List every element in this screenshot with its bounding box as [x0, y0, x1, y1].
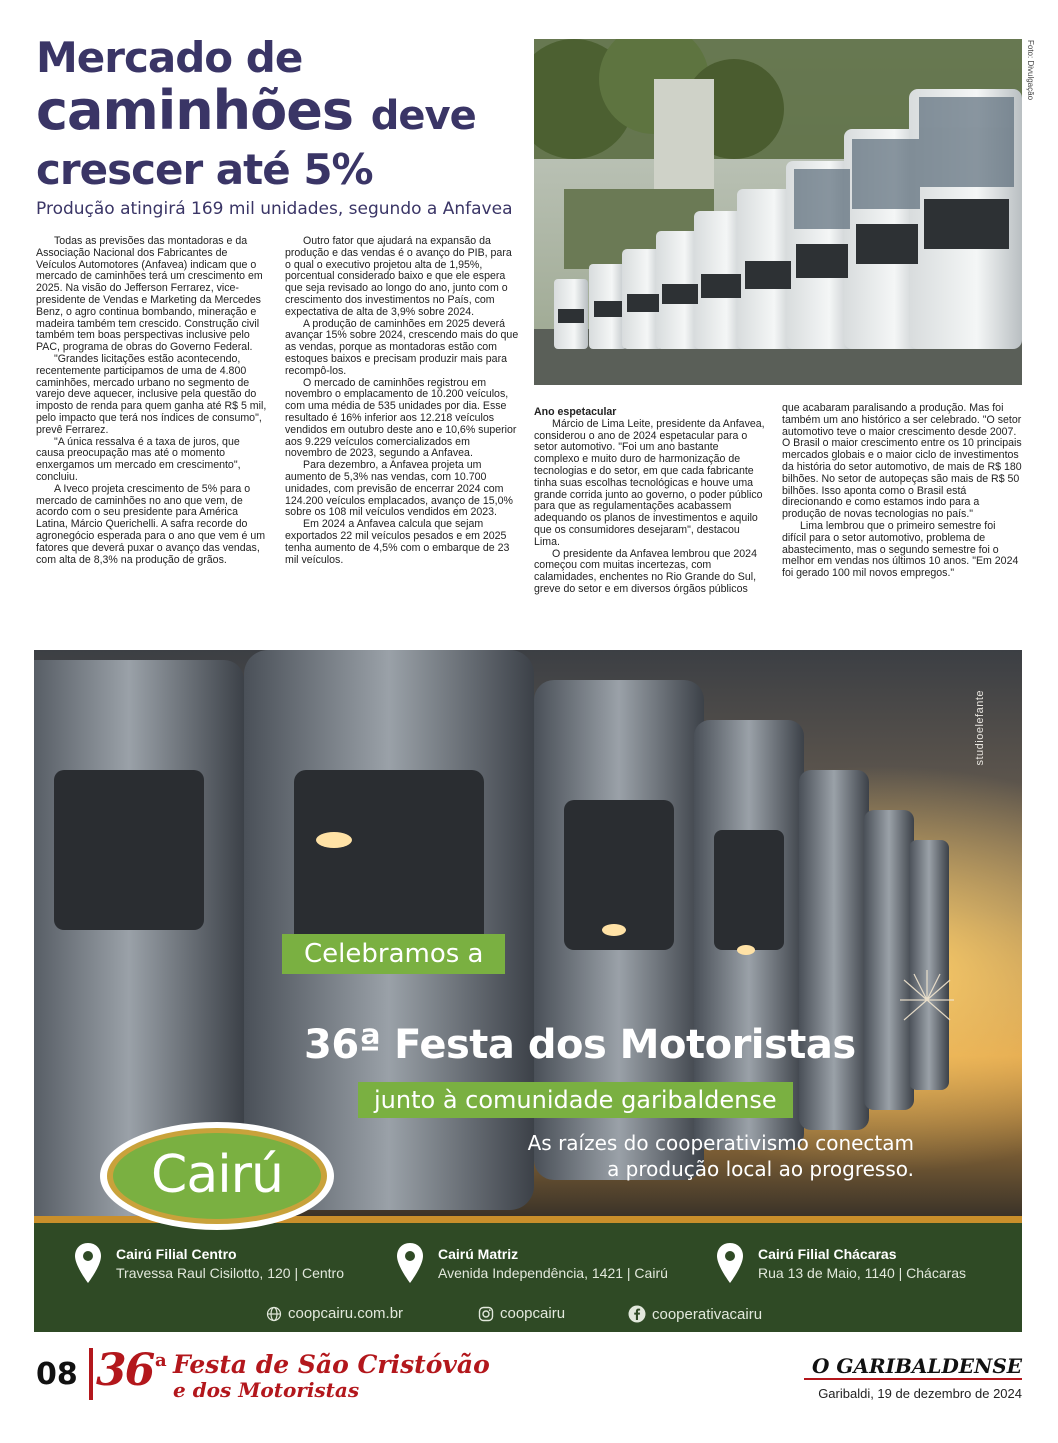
subtitle: Produção atingirá 169 mil unidades, segundo a Anfavea [36, 199, 513, 219]
headline-line-1: Mercado de [36, 33, 303, 82]
festival-name-line-1: Festa de São Cristóvão [173, 1350, 490, 1379]
paragraph: Lima lembrou que o primeiro semestre foi difícil para o setor automotivo, problema de abastecimento, mas o segundo semestre foi o melhor em vendas nos últimos 10 anos. "Em 2024 foi gerado 100 mil novos empregos." [782, 519, 1019, 580]
location-address: Rua 13 de Maio, 1140 | Chácaras [758, 1265, 967, 1281]
section-heading: Ano espetacular [534, 406, 617, 418]
paragraph: O presidente da Anfavea lembrou que 2024 começou com muitas incertezas, com calamidades, enchentes no Rio Grande do Sul, greve do setor e em diversos órgãos públicos [534, 547, 757, 595]
issue-date: Garibaldi, 19 de dezembro de 2024 [818, 1386, 1022, 1401]
headline [36, 34, 526, 195]
location-name: Cairú Filial Chácaras [758, 1246, 897, 1262]
globe-icon [266, 1306, 282, 1322]
trucks-photo [534, 39, 1022, 385]
paragraph: Outro fator que ajudará na expansão da produção e das vendas é o avanço do PIB, para o qual o executivo projetou alta de 1,95%, porcentual considerado baixo e que ele espera que seja revisado ao longo do ano, junto com o crescimento dos investimentos no País, com expectativa de alta de 3,9% sobre 2024. [285, 235, 512, 318]
cairu-logo [98, 1120, 336, 1232]
instagram-handle: coopcairu [500, 1305, 566, 1322]
footer-divider [89, 1348, 93, 1400]
location-filial-centro [116, 1245, 344, 1283]
paragraph-continued: que acabaram paralisando a produção. Mas foi também um ano histórico a ser celebrado. "O setor automotivo teve o maior crescimento desde 2007. O Brasil o maior crescimento entre os 10 principais mercados globais e o maior ciclo de investimentos da história do setor automotivo, de mais de R$ 180 bilhões. No setor de autopeças são mais de R$ 50 bilhões. Isso aponta como o Brasil está direcionando e como estamos indo para a produção de novas tecnologias no país." [782, 402, 1022, 521]
ad-slogan-line-2: a produção local ao progresso. [607, 1157, 914, 1181]
ad-slogan [394, 1130, 914, 1182]
paragraph: O mercado de caminhões registrou em novembro o emplacamento de 10.200 veículos, com uma média de 535 unidades por dia. Esse resultado é 16% inferior aos 12.218 veículos vendidos em outubro deste ano e 10,6% superior aos 9.229 veículos comercializados em novembro de 2023, segundo a Anfavea. [285, 376, 517, 460]
newspaper-name: O GARIBALDENSE [812, 1354, 1022, 1378]
paragraph: "Grandes licitações estão acontecendo, recentemente participamos de uma de 4.800 caminhões, mercado urbano no segmento de varejo deve aquecer, inclusive pela questão do imposto de renda para quem ganha até R$ 5 mil, pelo impacto que terá nos índices de consumo", prevê Ferrarez. [36, 352, 267, 436]
headline-line-2 [36, 79, 526, 145]
festival-name-line-2: e dos Motoristas [173, 1378, 360, 1402]
location-address: Avenida Independência, 1421 | Cairú [438, 1265, 668, 1281]
headline-small-word: deve [370, 93, 476, 139]
location-pin-icon [716, 1242, 744, 1284]
location-filial-chacaras [758, 1245, 966, 1283]
ad-contact-bar [34, 1216, 1022, 1332]
article-column-4 [782, 403, 1022, 580]
festival-ordinal: a [155, 1350, 167, 1371]
paragraph: "A única ressalva é a taxa de juros, que causa preocupação mas até o momento enxergamos um mercado em crescimento", concluiu. [36, 435, 241, 483]
paragraph: Em 2024 a Anfavea calcula que sejam exportados 22 mil veículos pesados e em 2025 tenha aumento de 4,5% com o embarque de 23 mil veículos. [285, 518, 510, 566]
ad-title: 36ª Festa dos Motoristas [304, 1022, 856, 1068]
page-number: 08 [36, 1357, 78, 1392]
article-column-1 [36, 236, 268, 566]
headline-big-word: caminhões [36, 79, 353, 142]
festival-number: 36 [96, 1345, 154, 1396]
instagram-icon [478, 1306, 494, 1322]
paragraph: Márcio de Lima Leite, presidente da Anfavea, considerou o ano de 2024 espetacular para o setor automotivo. "Foi um ano bastante complexo e muito duro de harmonização de tecnologias e do setor, em que cada fabricante tinha suas escolhas tecnológicas e houve uma grande corrida junto ao governo, o poder público para que as regulamentações acabassem adequando os planos de investimentos e aquilo que os consumidores desejaram", destacou Lima. [534, 417, 765, 548]
location-name: Cairú Matriz [438, 1246, 519, 1262]
ad-tagline-bottom: junto à comunidade garibaldense [358, 1082, 793, 1118]
location-pin-icon [396, 1242, 424, 1284]
newspaper-underline [804, 1378, 1022, 1380]
facebook-link[interactable] [628, 1305, 762, 1323]
website-text: coopcairu.com.br [288, 1305, 404, 1322]
headline-line-3: crescer até 5% [36, 145, 373, 194]
instagram-link[interactable] [478, 1305, 565, 1322]
location-matriz [438, 1245, 668, 1283]
website-link[interactable] [266, 1305, 403, 1322]
facebook-icon [628, 1305, 646, 1323]
paragraph: A Iveco projeta crescimento de 5% para o mercado de caminhões no ano que vem, de acordo com o seu presidente para América Latina, Márcio Querichelli. A safra recorde do agronegócio esperada para o ano que vem é um fatores que deverá puxar o avanço das vendas, com alta de 8,3% na produção de grãos. [36, 482, 266, 566]
paragraph: Todas as previsões das montadoras e da Associação Nacional dos Fabricantes de Veículos Automotores (Anfavea) indicam que o mercado de caminhões terá um crescimento em 2025. Na visão do Jefferson Ferrarez, vice-presidente de Vendas e Marketing da Mercedes Benz, o agro continua bombando, mineração e madeira também tem crescido. Construção civil também tem boas perspectivas inclusive pelo PAC, programa de obras do Governo Federal. [36, 235, 263, 354]
studio-credit: studioelefante [974, 690, 986, 766]
facebook-handle: cooperativacairu [652, 1305, 763, 1323]
ad-slogan-line-1: As raízes do cooperativismo conectam [527, 1131, 914, 1155]
photo-credit: Foto: Divulgação [1026, 40, 1035, 101]
location-name: Cairú Filial Centro [116, 1246, 237, 1262]
paragraph: Para dezembro, a Anfavea projeta um aumento de 5,3% nas vendas, com 10.700 unidades, com previsão de encerrar 2024 com 124.200 veículos emplacados, avanço de 15,0% sobre os 108 mil veículos vendidos em 2023. [285, 459, 513, 519]
trucks-photo-illustration [534, 39, 1022, 385]
paragraph: A produção de caminhões em 2025 deverá avançar 15% sobre 2024, crescendo mais do que as vendas, porque as montadoras estão com estoques baixos e precisam produzir mais para recompô-los. [285, 317, 519, 377]
article-column-3 [534, 407, 766, 596]
cairu-logo-text: Cairú [151, 1145, 283, 1205]
location-address: Travessa Raul Cisilotto, 120 | Centro [116, 1265, 344, 1281]
cairu-advertisement [34, 650, 1022, 1332]
location-pin-icon [74, 1242, 102, 1284]
ad-tagline-top: Celebramos a [282, 934, 505, 974]
article-column-2 [285, 236, 519, 566]
